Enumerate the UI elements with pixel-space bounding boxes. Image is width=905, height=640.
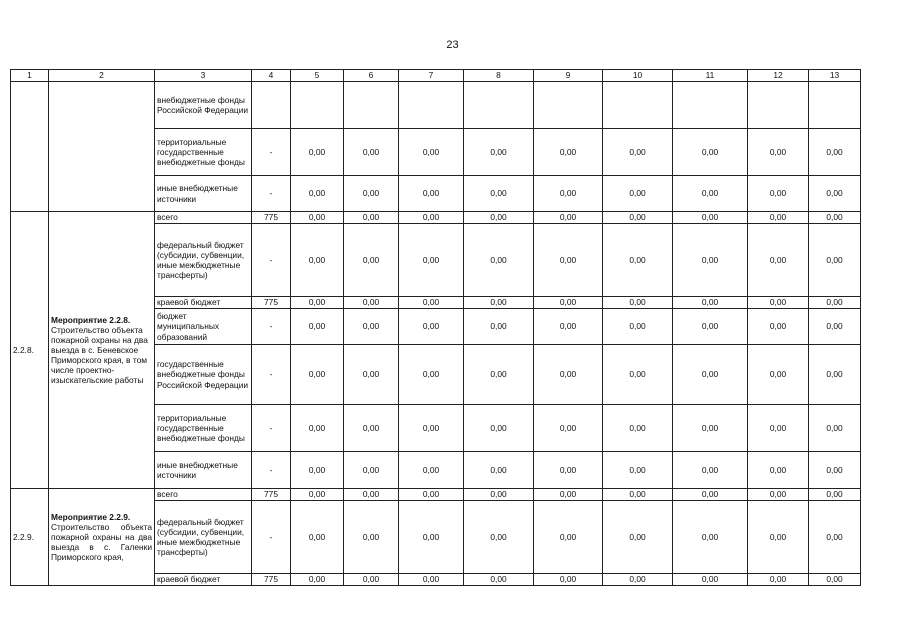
index-cell xyxy=(11,82,49,212)
event-description xyxy=(49,212,155,489)
column-header: 9 xyxy=(534,70,603,82)
amount-cell: 0,00 xyxy=(464,309,534,345)
amount-cell: 0,00 xyxy=(344,489,399,501)
funding-source: иные внебюджетные источники xyxy=(155,452,252,489)
amount-cell xyxy=(603,82,673,129)
amount-cell: 0,00 xyxy=(673,129,748,176)
amount-cell: 0,00 xyxy=(464,212,534,224)
amount-cell: 0,00 xyxy=(809,297,861,309)
amount-cell: 0,00 xyxy=(464,405,534,452)
column-header: 12 xyxy=(748,70,809,82)
amount-cell xyxy=(399,82,464,129)
funding-source: краевой бюджет xyxy=(155,297,252,309)
amount-cell: 0,00 xyxy=(748,345,809,405)
amount-cell: 0,00 xyxy=(344,309,399,345)
event-text: Строительство объекта пожарной охраны на два выезда в с. Галенки Приморского края, xyxy=(51,521,152,563)
event-cell xyxy=(49,82,155,212)
column-4-value: - xyxy=(252,309,291,345)
amount-cell: 0,00 xyxy=(748,309,809,345)
amount-cell: 0,00 xyxy=(344,212,399,224)
amount-cell: 0,00 xyxy=(603,345,673,405)
funding-source: внебюджетные фонды Российской Федерации xyxy=(155,82,252,129)
column-4-value: - xyxy=(252,345,291,405)
amount-cell: 0,00 xyxy=(603,224,673,297)
amount-cell: 0,00 xyxy=(809,501,861,574)
amount-cell: 0,00 xyxy=(809,452,861,489)
column-4-value: 775 xyxy=(252,574,291,586)
amount-cell: 0,00 xyxy=(399,297,464,309)
amount-cell: 0,00 xyxy=(344,405,399,452)
amount-cell: 0,00 xyxy=(673,309,748,345)
amount-cell: 0,00 xyxy=(809,405,861,452)
amount-cell: 0,00 xyxy=(399,489,464,501)
funding-source: территориальные государственные внебюджетные фонды xyxy=(155,405,252,452)
amount-cell: 0,00 xyxy=(291,224,344,297)
amount-cell: 0,00 xyxy=(534,574,603,586)
amount-cell: 0,00 xyxy=(344,297,399,309)
table-row xyxy=(11,489,861,501)
amount-cell: 0,00 xyxy=(399,405,464,452)
amount-cell: 0,00 xyxy=(603,405,673,452)
column-header: 10 xyxy=(603,70,673,82)
column-4-value xyxy=(252,82,291,129)
amount-cell: 0,00 xyxy=(748,489,809,501)
amount-cell: 0,00 xyxy=(809,129,861,176)
amount-cell: 0,00 xyxy=(809,574,861,586)
amount-cell: 0,00 xyxy=(464,224,534,297)
amount-cell: 0,00 xyxy=(464,176,534,212)
event-description xyxy=(49,489,155,586)
column-header: 2 xyxy=(49,70,155,82)
amount-cell: 0,00 xyxy=(603,309,673,345)
amount-cell: 0,00 xyxy=(748,405,809,452)
amount-cell: 0,00 xyxy=(291,452,344,489)
funding-source: государственные внебюджетные фонды Российской Федерации xyxy=(155,345,252,405)
amount-cell: 0,00 xyxy=(748,176,809,212)
amount-cell: 0,00 xyxy=(399,129,464,176)
funding-source: территориальные государственные внебюджетные фонды xyxy=(155,129,252,176)
amount-cell: 0,00 xyxy=(291,345,344,405)
amount-cell: 0,00 xyxy=(673,297,748,309)
amount-cell: 0,00 xyxy=(534,489,603,501)
column-header: 13 xyxy=(809,70,861,82)
amount-cell xyxy=(673,82,748,129)
funding-source: федеральный бюджет (субсидии, субвенции, иные межбюджетные трансферты) xyxy=(155,501,252,574)
event-name: Мероприятие 2.2.9. xyxy=(51,511,131,522)
amount-cell: 0,00 xyxy=(399,345,464,405)
amount-cell: 0,00 xyxy=(291,297,344,309)
amount-cell: 0,00 xyxy=(534,309,603,345)
amount-cell: 0,00 xyxy=(748,224,809,297)
amount-cell: 0,00 xyxy=(291,489,344,501)
amount-cell: 0,00 xyxy=(673,574,748,586)
amount-cell: 0,00 xyxy=(399,224,464,297)
amount-cell: 0,00 xyxy=(399,452,464,489)
amount-cell: 0,00 xyxy=(603,574,673,586)
event-name: Мероприятие 2.2.8. xyxy=(51,314,131,325)
column-4-value: 775 xyxy=(252,297,291,309)
amount-cell: 0,00 xyxy=(603,297,673,309)
amount-cell: 0,00 xyxy=(291,309,344,345)
funding-source: иные внебюджетные источники xyxy=(155,176,252,212)
amount-cell: 0,00 xyxy=(534,405,603,452)
amount-cell: 0,00 xyxy=(603,212,673,224)
column-header: 4 xyxy=(252,70,291,82)
amount-cell: 0,00 xyxy=(344,452,399,489)
amount-cell: 0,00 xyxy=(748,574,809,586)
amount-cell: 0,00 xyxy=(291,501,344,574)
amount-cell: 0,00 xyxy=(673,501,748,574)
amount-cell xyxy=(809,82,861,129)
event-index: 2.2.9. xyxy=(11,489,49,586)
amount-cell: 0,00 xyxy=(809,212,861,224)
amount-cell: 0,00 xyxy=(464,129,534,176)
amount-cell xyxy=(344,82,399,129)
amount-cell: 0,00 xyxy=(344,345,399,405)
column-4-value: - xyxy=(252,224,291,297)
amount-cell: 0,00 xyxy=(534,224,603,297)
column-header: 11 xyxy=(673,70,748,82)
amount-cell: 0,00 xyxy=(748,501,809,574)
amount-cell xyxy=(534,82,603,129)
amount-cell: 0,00 xyxy=(673,345,748,405)
funding-source: всего xyxy=(155,212,252,224)
column-header: 7 xyxy=(399,70,464,82)
table-row xyxy=(11,82,861,129)
amount-cell: 0,00 xyxy=(464,297,534,309)
amount-cell: 0,00 xyxy=(344,176,399,212)
amount-cell: 0,00 xyxy=(809,176,861,212)
amount-cell: 0,00 xyxy=(534,501,603,574)
amount-cell: 0,00 xyxy=(399,574,464,586)
amount-cell: 0,00 xyxy=(534,452,603,489)
column-header: 5 xyxy=(291,70,344,82)
amount-cell: 0,00 xyxy=(603,129,673,176)
table-row xyxy=(11,212,861,224)
column-4-value: - xyxy=(252,501,291,574)
amount-cell: 0,00 xyxy=(464,345,534,405)
amount-cell: 0,00 xyxy=(603,501,673,574)
amount-cell: 0,00 xyxy=(673,212,748,224)
amount-cell xyxy=(291,82,344,129)
amount-cell: 0,00 xyxy=(534,345,603,405)
amount-cell: 0,00 xyxy=(464,574,534,586)
amount-cell: 0,00 xyxy=(291,212,344,224)
budget-table xyxy=(10,69,861,586)
amount-cell: 0,00 xyxy=(534,297,603,309)
column-4-value: - xyxy=(252,405,291,452)
amount-cell: 0,00 xyxy=(291,574,344,586)
amount-cell: 0,00 xyxy=(464,501,534,574)
column-header: 1 xyxy=(11,70,49,82)
amount-cell: 0,00 xyxy=(603,489,673,501)
column-header: 3 xyxy=(155,70,252,82)
amount-cell: 0,00 xyxy=(291,405,344,452)
funding-source: бюджет муниципальных образований xyxy=(155,309,252,345)
amount-cell: 0,00 xyxy=(399,212,464,224)
amount-cell: 0,00 xyxy=(748,297,809,309)
amount-cell xyxy=(464,82,534,129)
amount-cell: 0,00 xyxy=(603,176,673,212)
event-index: 2.2.8. xyxy=(11,212,49,489)
amount-cell: 0,00 xyxy=(291,129,344,176)
column-4-value: - xyxy=(252,176,291,212)
amount-cell: 0,00 xyxy=(534,129,603,176)
amount-cell: 0,00 xyxy=(399,501,464,574)
amount-cell: 0,00 xyxy=(673,405,748,452)
amount-cell: 0,00 xyxy=(399,176,464,212)
amount-cell: 0,00 xyxy=(464,489,534,501)
column-header: 8 xyxy=(464,70,534,82)
amount-cell xyxy=(748,82,809,129)
amount-cell: 0,00 xyxy=(748,452,809,489)
amount-cell: 0,00 xyxy=(748,129,809,176)
funding-source: федеральный бюджет (субсидии, субвенции, иные межбюджетные трансферты) xyxy=(155,224,252,297)
amount-cell: 0,00 xyxy=(673,176,748,212)
amount-cell: 0,00 xyxy=(809,309,861,345)
header-row xyxy=(11,70,861,82)
column-4-value: 775 xyxy=(252,212,291,224)
amount-cell: 0,00 xyxy=(673,452,748,489)
event-text: Строительство объекта пожарной охраны на два выезда в с. Беневское Приморского края, в том числе проектно-изыскательские работы xyxy=(51,324,148,386)
amount-cell: 0,00 xyxy=(603,452,673,489)
funding-source: краевой бюджет xyxy=(155,574,252,586)
column-header: 6 xyxy=(344,70,399,82)
amount-cell: 0,00 xyxy=(399,309,464,345)
amount-cell: 0,00 xyxy=(673,224,748,297)
amount-cell: 0,00 xyxy=(809,224,861,297)
column-4-value: - xyxy=(252,129,291,176)
amount-cell: 0,00 xyxy=(748,212,809,224)
column-4-value: - xyxy=(252,452,291,489)
column-4-value: 775 xyxy=(252,489,291,501)
amount-cell: 0,00 xyxy=(534,176,603,212)
amount-cell: 0,00 xyxy=(464,452,534,489)
amount-cell: 0,00 xyxy=(673,489,748,501)
amount-cell: 0,00 xyxy=(291,176,344,212)
amount-cell: 0,00 xyxy=(344,129,399,176)
amount-cell: 0,00 xyxy=(809,489,861,501)
amount-cell: 0,00 xyxy=(534,212,603,224)
amount-cell: 0,00 xyxy=(344,501,399,574)
amount-cell: 0,00 xyxy=(344,224,399,297)
amount-cell: 0,00 xyxy=(809,345,861,405)
funding-source: всего xyxy=(155,489,252,501)
page-number: 23 xyxy=(446,39,459,51)
amount-cell: 0,00 xyxy=(344,574,399,586)
